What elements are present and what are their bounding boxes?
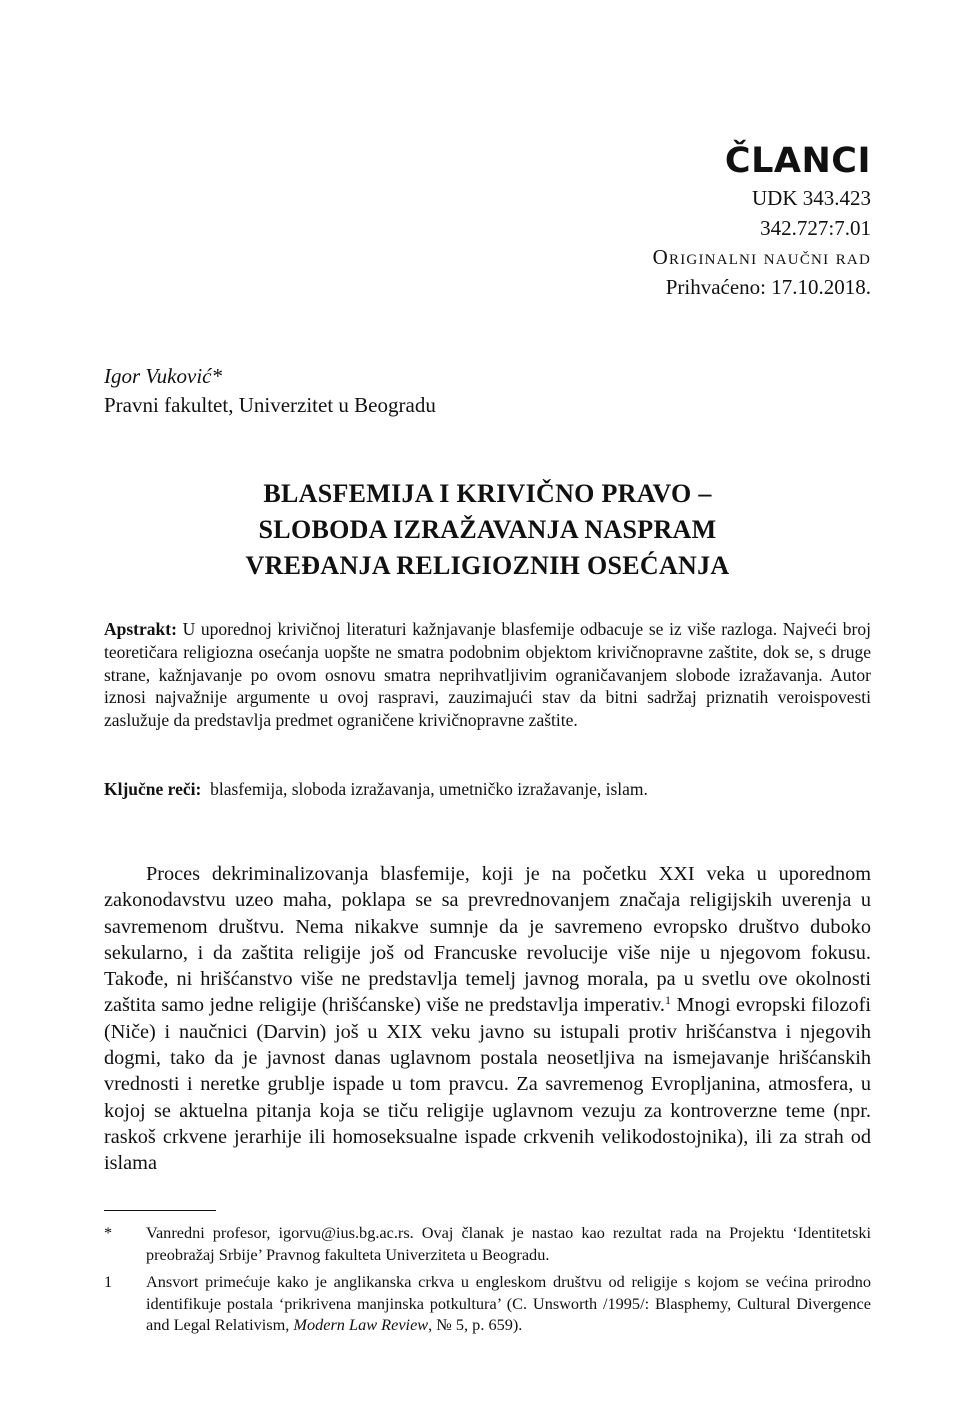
journal-title: Modern Law Review bbox=[293, 1315, 429, 1334]
udk-code-1: UDK 343.423 bbox=[752, 186, 871, 210]
author-affiliation: Pravni fakultet, Univerzitet u Beogradu bbox=[104, 393, 436, 417]
abstract-label: Apstrakt: bbox=[104, 619, 177, 639]
footnote-text bbox=[146, 1271, 871, 1336]
section-label: ČLANCI bbox=[724, 141, 871, 181]
accepted-date: Prihvaćeno: 17.10.2018. bbox=[665, 274, 871, 299]
body-text-part-2: Mnogi evropski filozofi (Niče) i naučnici (Darvin) još u XIX veku javno su istupali protiv hrišćanstva i njegovih dogmi, tako da je javnost danas uglavnom postala neosetljiva na ismejavanje hrišćanskih vrednosti i neretke grublje ispade u tom pravcu. Za savremenog Evropljanina, atmosfera, u kojoj se aktuelna pitanja koja se tiču religije uglavnom vezuju za kontroverzne teme (npr. raskoš crkvene jerarhije ili homoseksualne ispade crkvenih velikodostojnika), ili za strah od islama bbox=[104, 994, 872, 1175]
footnote-marker: 1 bbox=[104, 1272, 113, 1291]
footnote-text-after: , № 5, p. 659). bbox=[428, 1315, 523, 1334]
footnotes bbox=[104, 1222, 871, 1342]
body-text-part-1: Proces dekriminalizovanja blasfemije, koji je na početku XXI veka u uporednom zakonodavstvu uzeo maha, poklapa se sa prevrednovanjem značaja religijskih uverenja u savremenom društvu. Nema nikakve sumnje da je savremeno evropsko društvo duboko sekularno, i da zaštita religije još od Francuske revolucije više nije u njegovom fokusu. Takođe, ni hrišćanstvo više ne predstavlja temelj javnog morala, pa u svetlu ove okolnosti zaštita samo jedne religije (hrišćanske) više ne predstavlja imperativ. bbox=[104, 863, 871, 1017]
footnote-divider bbox=[104, 1210, 216, 1211]
footnote-ref-1[interactable]: 1 bbox=[665, 993, 671, 1008]
keywords bbox=[104, 778, 871, 801]
title-line-2: SLOBODA IZRAŽAVANJA NASPRAM bbox=[258, 515, 717, 544]
article-header bbox=[653, 138, 871, 302]
abstract-text: U uporednoj krivičnoj literaturi kažnjavanje blasfemije odbacuje se iz više razloga. Najveći broj teoretičara religiozna osećanja uopšte ne smatra podobnim objektom krivičnopravne zaštite, dok se, s druge strane, kažnjavanje po ovom osnovu smatra neprihvatljivim ograničavanjem slobode izražavanja. Autor iznosi najvažnije argumente u ovoj raspravi, zauzimajući stav da bitni sadržaj priznatih veroispovesti zaslužuje da predstavlja predmet ograničene krivičnopravne zaštite. bbox=[104, 619, 871, 731]
article-type: Originalni naučni rad bbox=[652, 245, 871, 269]
footnote-author bbox=[104, 1222, 871, 1265]
title-line-3: VREĐANJA RELIGIOZNIH OSEĆANJA bbox=[245, 551, 730, 580]
footnote-1 bbox=[104, 1271, 871, 1336]
title-line-1: BLASFEMIJA I KRIVIČNO PRAVO – bbox=[263, 479, 712, 508]
udk-code-2: 342.727:7.01 bbox=[760, 215, 871, 240]
footnote-text-before: Ansvort primećuje kako je anglikanska crkva u engleskom društvu od religije s kojom se većina prirodno identifikuje postala ‘prikrivena manjinska potkultura’ (C. Unsworth /1995/: Blasphemy, Cultural Divergence and Legal Relativism, bbox=[146, 1272, 871, 1334]
abstract bbox=[104, 618, 871, 732]
footnote-text: Vanredni profesor, igorvu@ius.bg.ac.rs. Ovaj članak je nastao kao rezultat rada na Projektu ‘Identitetski preobražaj Srbije’ Pravnog fakulteta Univerziteta u Beogradu. bbox=[146, 1223, 871, 1264]
footnote-marker: * bbox=[104, 1223, 113, 1242]
keywords-label: Ključne reči: bbox=[104, 779, 202, 799]
body-paragraph bbox=[104, 861, 871, 1177]
article-title bbox=[104, 476, 871, 584]
author-name: Igor Vuković* bbox=[104, 364, 222, 388]
keywords-text: blasfemija, sloboda izražavanja, umetničko izražavanje, islam. bbox=[201, 779, 648, 799]
author-block bbox=[104, 362, 436, 420]
